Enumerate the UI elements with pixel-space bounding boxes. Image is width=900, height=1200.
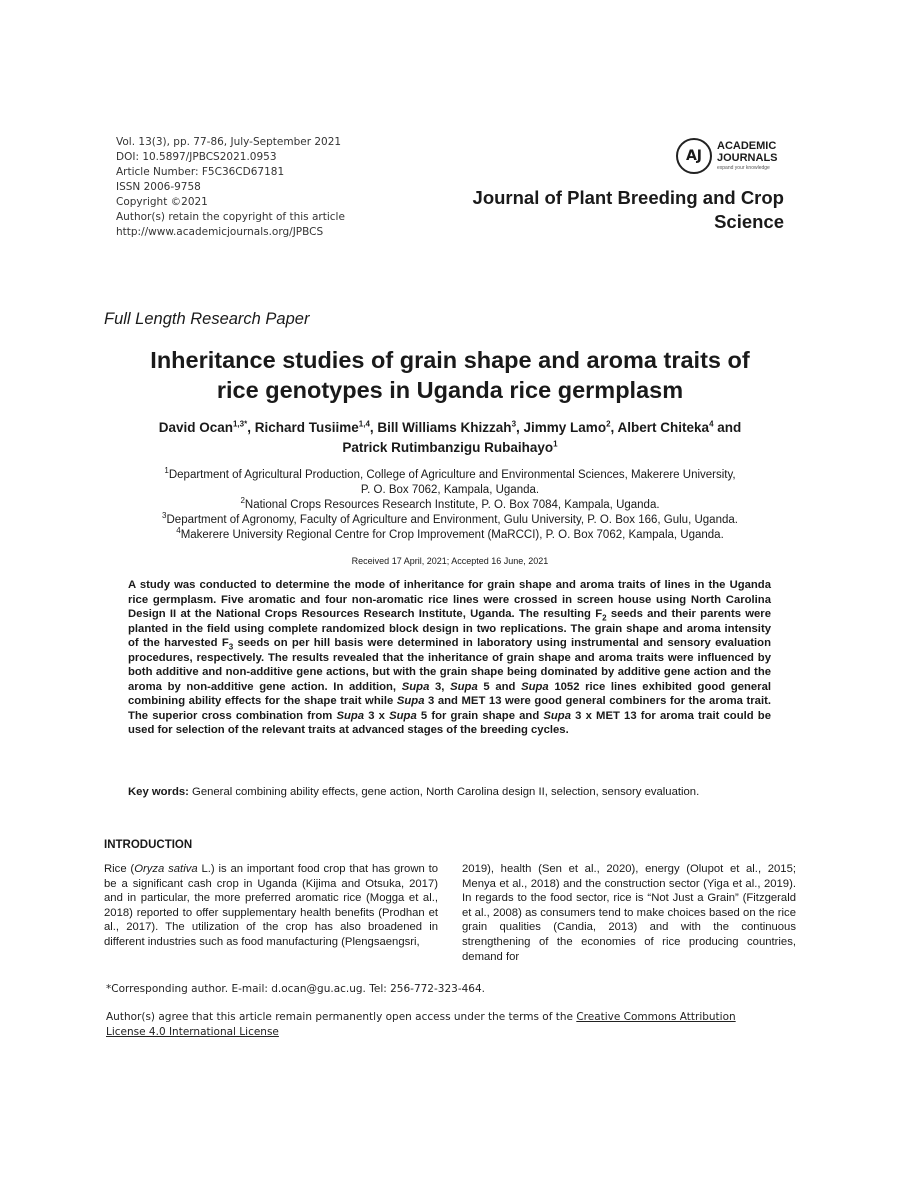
author-name: Patrick Rutimbanzigu Rubaihayo	[342, 440, 554, 455]
author-name: Jimmy Lamo	[523, 420, 607, 435]
journal-url-line[interactable]: http://www.academicjournals.org/JPBCS	[116, 226, 324, 238]
copyright-line: Copyright ©2021	[116, 196, 208, 208]
affiliation-1: $^1$Department of Agricultural Production, College of Agriculture and Environmental Sciences, Makerere University, P. O. Box 7062, Kampala, Uganda.	[164, 466, 736, 496]
author-affiliation-marker: 1,4	[358, 419, 370, 429]
volume-line: Vol. 13(3), pp. 77-86, July-September 2021	[116, 136, 342, 148]
cultivar-name: Supa	[401, 680, 430, 693]
author-list	[90, 418, 810, 458]
journal-name-line-2: Science	[714, 211, 784, 232]
author-separator: ,	[247, 420, 255, 435]
aj-logo-icon: AJ	[676, 138, 712, 174]
intro-column-right: 2019), health (Sen et al., 2020), energy (Olupot et al., 2015; Menya et al., 2018) and the construction sector (Yiga et al., 2019). In regards to the food sector, rice is “Not Just a Grain” (Fitzgerald et al., 2008) as consumers tend to make choices based on the rice grain qualities (Candia, 2013) and with the continuous strengthening of the economies of rice producing countries, demand for	[462, 863, 796, 963]
cultivar-name: Supa	[336, 709, 365, 722]
affiliation-4: $^4$Makerere University Regional Centre for Crop Improvement (MaRCCI), P. O. Box 7062, Kampala, Uganda.	[176, 526, 724, 541]
submission-dates: Received 17 April, 2021; Accepted 16 June, 2021	[351, 556, 549, 566]
article-number-line: Article Number: F5C36CD67181	[116, 166, 285, 178]
copyright-notice-line: Author(s) retain the copyright of this article	[116, 211, 345, 223]
author-separator: ,	[610, 420, 618, 435]
logo-wordmark	[717, 140, 778, 164]
journal-name-line-1: Journal of Plant Breeding and Crop	[472, 187, 784, 208]
intro-column-left: Rice (Oryza sativa L.) is an important food crop that has grown to be a significant cash crop in Uganda (Kijima and Otsuka, 2017) and in particular, the more preferred aromatic rice (Mogga et al., 2018) reported to offer supplementary health benefits (Prodhan et al., 2017). The utilization of the crop has also broadened in different industries such as food manufacturing (Plengsaengsri,	[104, 863, 439, 948]
author-affiliation-marker: 1,3*	[232, 419, 248, 429]
paper-type: Full Length Research Paper	[104, 310, 310, 328]
author-name: Albert Chiteka	[617, 420, 710, 435]
license-link[interactable]: Creative Commons Attribution License 4.0 International License	[106, 1011, 736, 1038]
cultivar-name: Supa	[450, 680, 478, 693]
cultivar-name: Supa	[543, 709, 571, 722]
author-affiliation-marker: 3	[511, 419, 517, 429]
species-name: Oryza sativa	[134, 863, 198, 875]
author-separator: ,	[369, 420, 378, 435]
affiliation-2: $^2$National Crops Resources Research Institute, P. O. Box 7084, Kampala, Uganda.	[240, 496, 660, 511]
issn-line: ISSN 2006-9758	[116, 181, 201, 193]
author-affiliation-marker: 1	[553, 439, 558, 449]
author-name: Bill Williams Khizzah	[377, 420, 512, 435]
abstract: A study was conducted to determine the mode of inheritance for grain shape and aroma traits of lines in the Uganda rice germplasm. Five aromatic and four non-aromatic rice lines were crossed in screen house using North Carolina Design II at the National Crops Resources Research Institute, Uganda. The resulting $F_2$ seeds and their parents were planted in the field using complete randomized block design in two replications. The grain shape and aroma intensity of the harvested $F_3$ seeds on per hill basis were determined in laboratory using instrumental and sensory evaluation procedures, respectively. The results revealed that the inheritance of grain shape and aroma traits were influenced by both additive and non-additive gene actions, but with the grain shape being dominated by additive gene action and the aroma by non-additive gene action. In addition, Supa 3, Supa 5 and Supa 1052 rice lines exhibited good general combining ability effects for the shape trait while Supa 3 and MET 13 were good general combiners for the aroma trait. The superior cross combination from Supa 3 x Supa 5 for grain shape and Supa 3 x MET 13 for aroma trait could be used for selection of the relevant traits at advanced stages of the breeding cycles.	[128, 579, 772, 736]
title-line-2: rice genotypes in Uganda rice germplasm	[216, 377, 684, 403]
logo-line-1: ACADEMIC	[717, 140, 777, 152]
paper-title	[90, 345, 810, 405]
author-name: Richard Tusiime	[254, 420, 359, 435]
license-notice: Author(s) agree that this article remain permanently open access under the terms of the Creative Commons Attribution License 4.0 International License	[106, 1011, 736, 1038]
cultivar-name: Supa	[521, 680, 549, 693]
author-separator: ,	[516, 420, 524, 435]
author-affiliation-marker: 2	[606, 419, 611, 429]
keywords-label: Key words:	[128, 786, 189, 798]
logo-tagline: expand your knowledge	[717, 165, 770, 171]
introduction-heading: INTRODUCTION	[104, 839, 193, 851]
author-separator: and	[713, 420, 742, 435]
affiliation-3: $^3$Department of Agronomy, Faculty of Agriculture and Environment, Gulu University, P. O. Box 166, Gulu, Uganda.	[162, 511, 738, 526]
title-line-1: Inheritance studies of grain shape and aroma traits of	[150, 347, 750, 373]
author-affiliation-marker: 4	[709, 419, 714, 429]
affiliations	[110, 468, 790, 543]
academic-journals-logo	[676, 136, 796, 180]
cultivar-name: Supa	[389, 709, 417, 722]
logo-line-2: JOURNALS	[717, 152, 778, 164]
journal-name	[464, 186, 784, 234]
keywords-text: General combining ability effects, gene action, North Carolina design II, selection, sensory evaluation.	[188, 786, 700, 798]
doi-line: DOI: 10.5897/JPBCS2021.0953	[116, 151, 277, 163]
corresponding-author-footnote: *Corresponding author. E-mail: d.ocan@gu.ac.ug. Tel: 256-772-323-464.	[106, 983, 485, 995]
author-name: David Ocan	[158, 420, 233, 435]
keywords	[128, 785, 771, 800]
cultivar-name: Supa	[396, 695, 425, 707]
article-metadata	[116, 135, 345, 240]
